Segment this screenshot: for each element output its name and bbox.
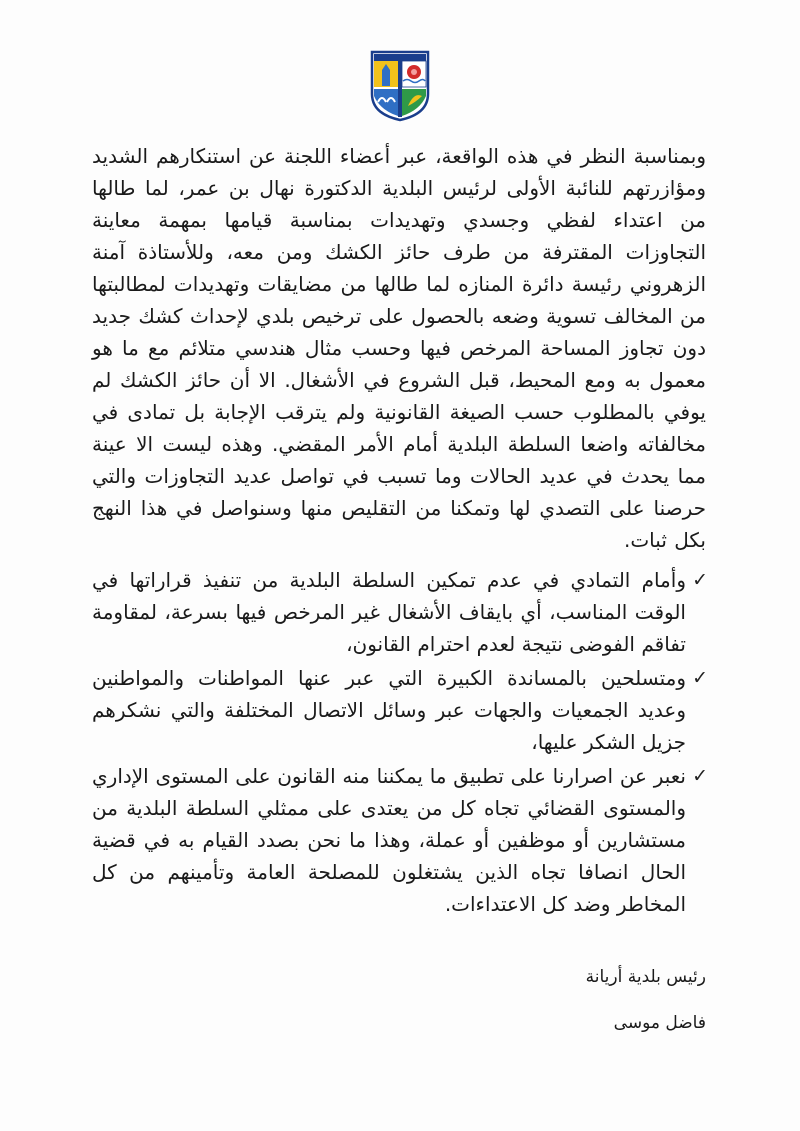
check-mark-icon: ✓ xyxy=(692,667,708,689)
emblem-divider xyxy=(398,61,402,117)
emblem-top-band xyxy=(374,54,426,61)
points-list xyxy=(92,564,706,920)
check-mark-icon: ✓ xyxy=(692,569,708,591)
municipality-emblem xyxy=(370,50,430,122)
signature-block xyxy=(586,965,706,1057)
check-mark-icon: ✓ xyxy=(692,765,708,787)
letter-body xyxy=(92,140,706,922)
signatory-name: فاضل موسى xyxy=(613,1013,706,1033)
point-text: نعبر عن اصرارنا على تطبيق ما يمكننا منه القانون على المستوى الإداري والمستوى القضائي تجاه كل من يعتدى على ممثلي السلطة البلدية من مستشارين أو موظفين أو عملة، وهذا ما نحن بصدد القيام به في قضية الحال انصافا تجاه الذين يشتغلون للمصلحة العامة وتأمينهم من كل المخاطر وضد كل الاعتداءات. xyxy=(92,764,686,916)
point-text: ومتسلحين بالمساندة الكبيرة التي عبر عنها المواطنات والمواطنين وعديد الجمعيات والجهات عبر وسائل الاتصال المختلفة والتي نشكرهم جزيل الشكر عليها، xyxy=(92,666,686,754)
intro-paragraph: وبمناسبة النظر في هذه الواقعة، عبر أعضاء اللجنة عن استنكارهم الشديد ومؤازرتهم للنائبة الأولى لرئيس البلدية الدكتورة نهال بن عمر، لما طالها من اعتداء لفظي وجسدي وتهديدات بمناسبة قيامها بمهمة معاينة التجاوزات المقترفة من طرف حائز الكشك ومن معه، وللأستاذة آمنة الزهروني رئيسة دائرة المنازه لما طالها من مضايقات وتهديدات لمطالبتها من المخالف تسوية وضعه بالحصول على ترخيص بلدي لإحداث كشك جديد دون تجاوز المساحة المرخص فيها وحسب مثال هندسي متلائم مع ما هو معمول به ومع المحيط، قبل الشروع في الأشغال. الا أن حائز الكشك لم يوفي بالمطلوب حسب الصيغة القانونية ولم يترقب الإجابة بل تمادى في مخالفاته واضعا السلطة البلدية أمام الأمر المقضي. وهذه ليست الا عينة مما يحدث في عديد الحالات وما تسبب في تواصل عديد التجاوزات والتي حرصنا على التصدي لها وتمكنا من التقليص منها وسنواصل في هذا النهج بكل ثبات. xyxy=(92,144,706,552)
signatory-title: رئيس بلدية أريانة xyxy=(585,967,706,987)
list-item xyxy=(92,662,706,758)
point-text: وأمام التمادي في عدم تمكين السلطة البلدية من تنفيذ قراراتها في الوقت المناسب، أي بايقاف الأشغال غير المرخص فيها بسرعة، لمقاومة تفاقم الفوضى نتيجة لعدم احترام القانون، xyxy=(92,568,686,656)
list-item xyxy=(92,760,706,920)
list-item xyxy=(92,564,706,660)
emblem-rose-center xyxy=(411,69,417,75)
